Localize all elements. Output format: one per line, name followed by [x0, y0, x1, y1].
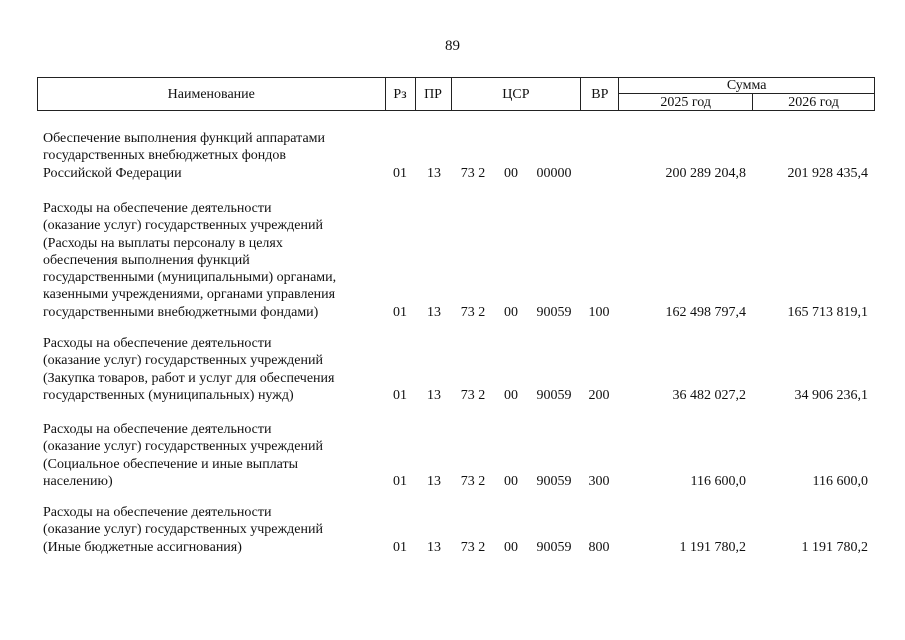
row-name-line: (Социальное обеспечение и иные выплаты [43, 456, 299, 472]
row-pr: 13 [427, 388, 441, 404]
row-rz: 01 [393, 305, 407, 321]
row-sum-2025: 200 289 204,8 [665, 165, 746, 181]
row-name-line: (оказание услуг) государственных учреждений [43, 218, 323, 234]
row-name-line: Российской Федерации [43, 165, 182, 181]
header-rz: Рз [385, 78, 415, 111]
row-csr-direction: 90059 [536, 474, 572, 490]
row-name-line: обеспечения выполнения функций [43, 252, 250, 268]
row-csr-sub: 00 [504, 305, 518, 321]
page-number: 89 [445, 38, 460, 54]
row-rz: 01 [393, 388, 407, 404]
row-sum-2025: 1 191 780,2 [679, 539, 746, 555]
row-name-line: (оказание услуг) государственных учреждений [43, 353, 323, 369]
table-row [0, 335, 905, 404]
row-vr: 800 [588, 539, 610, 555]
row-sum-2026: 116 600,0 [812, 474, 868, 490]
row-sum-2025: 162 498 797,4 [665, 305, 746, 321]
row-csr-direction: 90059 [536, 305, 572, 321]
row-sum-2025: 116 600,0 [690, 474, 746, 490]
header-sum: Сумма [619, 78, 875, 94]
row-csr-sub: 00 [504, 165, 518, 181]
row-vr: 100 [588, 305, 610, 321]
row-name-line: (Закупка товаров, работ и услуг для обеспечения [43, 370, 335, 386]
row-csr-program: 73 2 [460, 539, 486, 555]
table-row [0, 421, 905, 490]
row-csr-sub: 00 [504, 539, 518, 555]
table-row [0, 200, 905, 321]
header-vr: ВР [581, 78, 619, 111]
row-name-line: государственных (муниципальных) нужд) [43, 387, 294, 403]
row-name-line: казенными учреждениями, органами управления [43, 287, 336, 303]
header-pr: ПР [415, 78, 451, 111]
row-csr-program: 73 2 [460, 474, 486, 490]
row-csr-direction: 90059 [536, 539, 572, 555]
row-name-line: (Иные бюджетные ассигнования) [43, 539, 242, 555]
row-csr-direction: 00000 [536, 165, 572, 181]
row-name-line: Расходы на обеспечение деятельности [43, 201, 272, 216]
row-sum-2026: 34 906 236,1 [794, 388, 868, 404]
row-csr-direction: 90059 [536, 388, 572, 404]
header-year-2026: 2026 год [753, 94, 875, 111]
row-sum-2026: 1 191 780,2 [801, 539, 868, 555]
row-pr: 13 [427, 305, 441, 321]
row-name [43, 200, 383, 321]
row-vr: 300 [588, 474, 610, 490]
row-rz: 01 [393, 165, 407, 181]
row-csr-program: 73 2 [460, 305, 486, 321]
row-name [43, 421, 383, 490]
table-row [0, 504, 905, 556]
row-name-line: Обеспечение выполнения функций аппаратами [43, 131, 326, 146]
row-name-line: населению) [43, 473, 113, 489]
table-row [0, 130, 905, 182]
row-pr: 13 [427, 539, 441, 555]
row-name [43, 504, 383, 556]
row-rz: 01 [393, 474, 407, 490]
header-year-2025: 2025 год [619, 94, 753, 111]
row-name-line: государственными (муниципальными) органами, [43, 270, 337, 286]
row-name [43, 130, 383, 182]
row-sum-2026: 165 713 819,1 [787, 305, 868, 321]
row-name-line: Расходы на обеспечение деятельности [43, 422, 272, 437]
row-vr: 200 [588, 388, 610, 404]
row-rz: 01 [393, 539, 407, 555]
row-sum-2025: 36 482 027,2 [672, 388, 746, 404]
row-name [43, 335, 383, 404]
row-name-line: (оказание услуг) государственных учреждений [43, 439, 323, 455]
row-pr: 13 [427, 165, 441, 181]
row-csr-sub: 00 [504, 388, 518, 404]
row-pr: 13 [427, 474, 441, 490]
row-sum-2026: 201 928 435,4 [787, 165, 868, 181]
header-csr: ЦСР [451, 78, 581, 111]
row-name-line: государственных внебюджетных фондов [43, 148, 287, 164]
header-name: Наименование [38, 78, 386, 111]
row-name-line: (Расходы на выплаты персоналу в целях [43, 235, 283, 251]
row-name-line: Расходы на обеспечение деятельности [43, 336, 272, 351]
row-name-line: Расходы на обеспечение деятельности [43, 505, 272, 520]
row-name-line: государственными внебюджетными фондами) [43, 304, 319, 320]
row-csr-program: 73 2 [460, 165, 486, 181]
row-csr-sub: 00 [504, 474, 518, 490]
row-csr-program: 73 2 [460, 388, 486, 404]
row-name-line: (оказание услуг) государственных учреждений [43, 522, 323, 538]
